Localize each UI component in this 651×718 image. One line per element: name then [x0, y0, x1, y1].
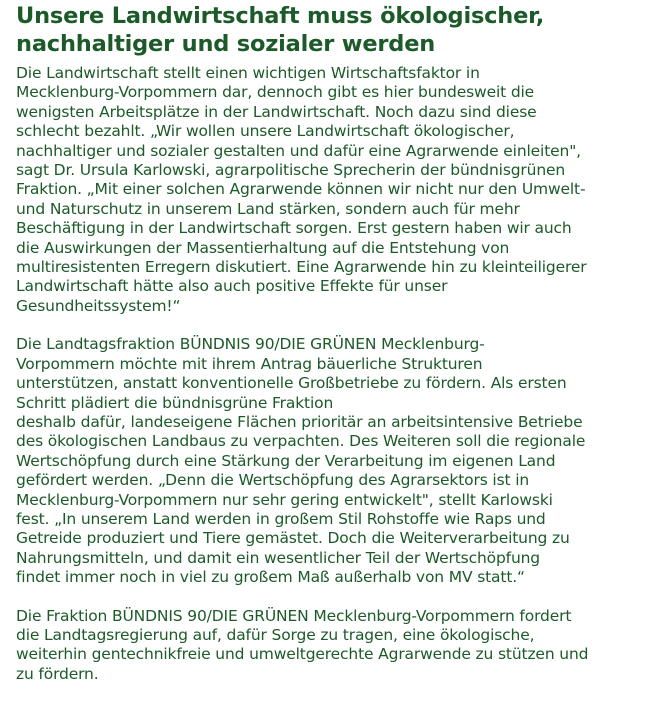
paragraph-2	[16, 335, 641, 587]
text-line: zu fördern.	[16, 664, 99, 683]
text-line: Vorpommern möchte mit ihrem Antrag bäuerliche Strukturen	[16, 354, 483, 373]
headline-line: Unsere Landwirtschaft muss ökologischer,	[16, 3, 545, 29]
text-line: sagt Dr. Ursula Karlowski, agrarpolitische Sprecherin der bündnisgrünen	[16, 161, 566, 180]
text-line: Mecklenburg-Vorpommern nur sehr gering entwickelt", stellt Karlowski	[16, 490, 553, 509]
headline	[16, 2, 641, 58]
text-line: gefördert werden. „Denn die Wertschöpfung des Agrarsektors ist in	[16, 471, 530, 490]
text-line: schlecht bezahlt. „Wir wollen unsere Landwirtschaft ökologischer,	[16, 122, 515, 141]
text-line: und Naturschutz in unserem Land stärken, sondern auch für mehr	[16, 199, 520, 218]
text-line: Fraktion. „Mit einer solchen Agrarwende können wir nicht nur den Umwelt-	[16, 180, 586, 199]
text-line: Schritt plädiert die bündnisgrüne Fraktion	[16, 393, 334, 412]
text-line: Die Landtagsfraktion BÜNDNIS 90/DIE GRÜNEN Mecklenburg-	[16, 335, 485, 354]
text-line: deshalb dafür, landeseigene Flächen prioritär an arbeitsintensive Betriebe	[16, 412, 583, 431]
text-line: wenigsten Arbeitsplätze in der Landwirtschaft. Noch dazu sind diese	[16, 102, 537, 121]
text-line: Landwirtschaft hätte also auch positive Effekte für unser	[16, 277, 448, 296]
text-line: Die Fraktion BÜNDNIS 90/DIE GRÜNEN Mecklenburg-Vorpommern fordert	[16, 606, 572, 625]
text-line: multiresistenten Erregern diskutiert. Eine Agrarwende hin zu kleinteiligerer	[16, 258, 587, 277]
text-line: die Auswirkungen der Massentierhaltung auf die Entstehung von	[16, 238, 510, 257]
text-line: weiterhin gentechnikfreie und umweltgerechte Agrarwende zu stützen und	[16, 645, 589, 664]
text-line: Beschäftigung in der Landwirtschaft sorgen. Erst gestern haben wir auch	[16, 219, 572, 238]
text-line: Mecklenburg-Vorpommern dar, dennoch gibt es hier bundesweit die	[16, 83, 535, 102]
paragraph-1	[16, 64, 641, 316]
headline-line: nachhaltiger und sozialer werden	[16, 31, 436, 57]
text-line: unterstützen, anstatt konventionelle Großbetriebe zu fördern. Als ersten	[16, 374, 567, 393]
text-line: des ökologischen Landbaus zu verpachten. Des Weiteren soll die regionale	[16, 432, 586, 451]
text-line: Wertschöpfung durch eine Stärkung der Verarbeitung im eigenen Land	[16, 451, 556, 470]
text-line: Getreide produziert und Tiere gemästet. Doch die Weiterverarbeitung zu	[16, 529, 570, 548]
paragraph-3	[16, 607, 641, 685]
text-line: Nahrungsmitteln, und damit ein wesentlicher Teil der Wertschöpfung	[16, 548, 540, 567]
text-line: fest. „In unserem Land werden in großem Stil Rohstoffe wie Raps und	[16, 509, 546, 528]
text-line: findet immer noch in viel zu großem Maß außerhalb von MV statt.“	[16, 568, 525, 587]
text-line: die Landtagsregierung auf, dafür Sorge zu tragen, eine ökologische,	[16, 625, 535, 644]
text-line: Die Landwirtschaft stellt einen wichtigen Wirtschaftsfaktor in	[16, 64, 480, 82]
text-line: nachhaltiger und sozialer gestalten und dafür eine Agrarwende einleiten",	[16, 141, 581, 160]
text-line: Gesundheitssystem!“	[16, 296, 181, 315]
